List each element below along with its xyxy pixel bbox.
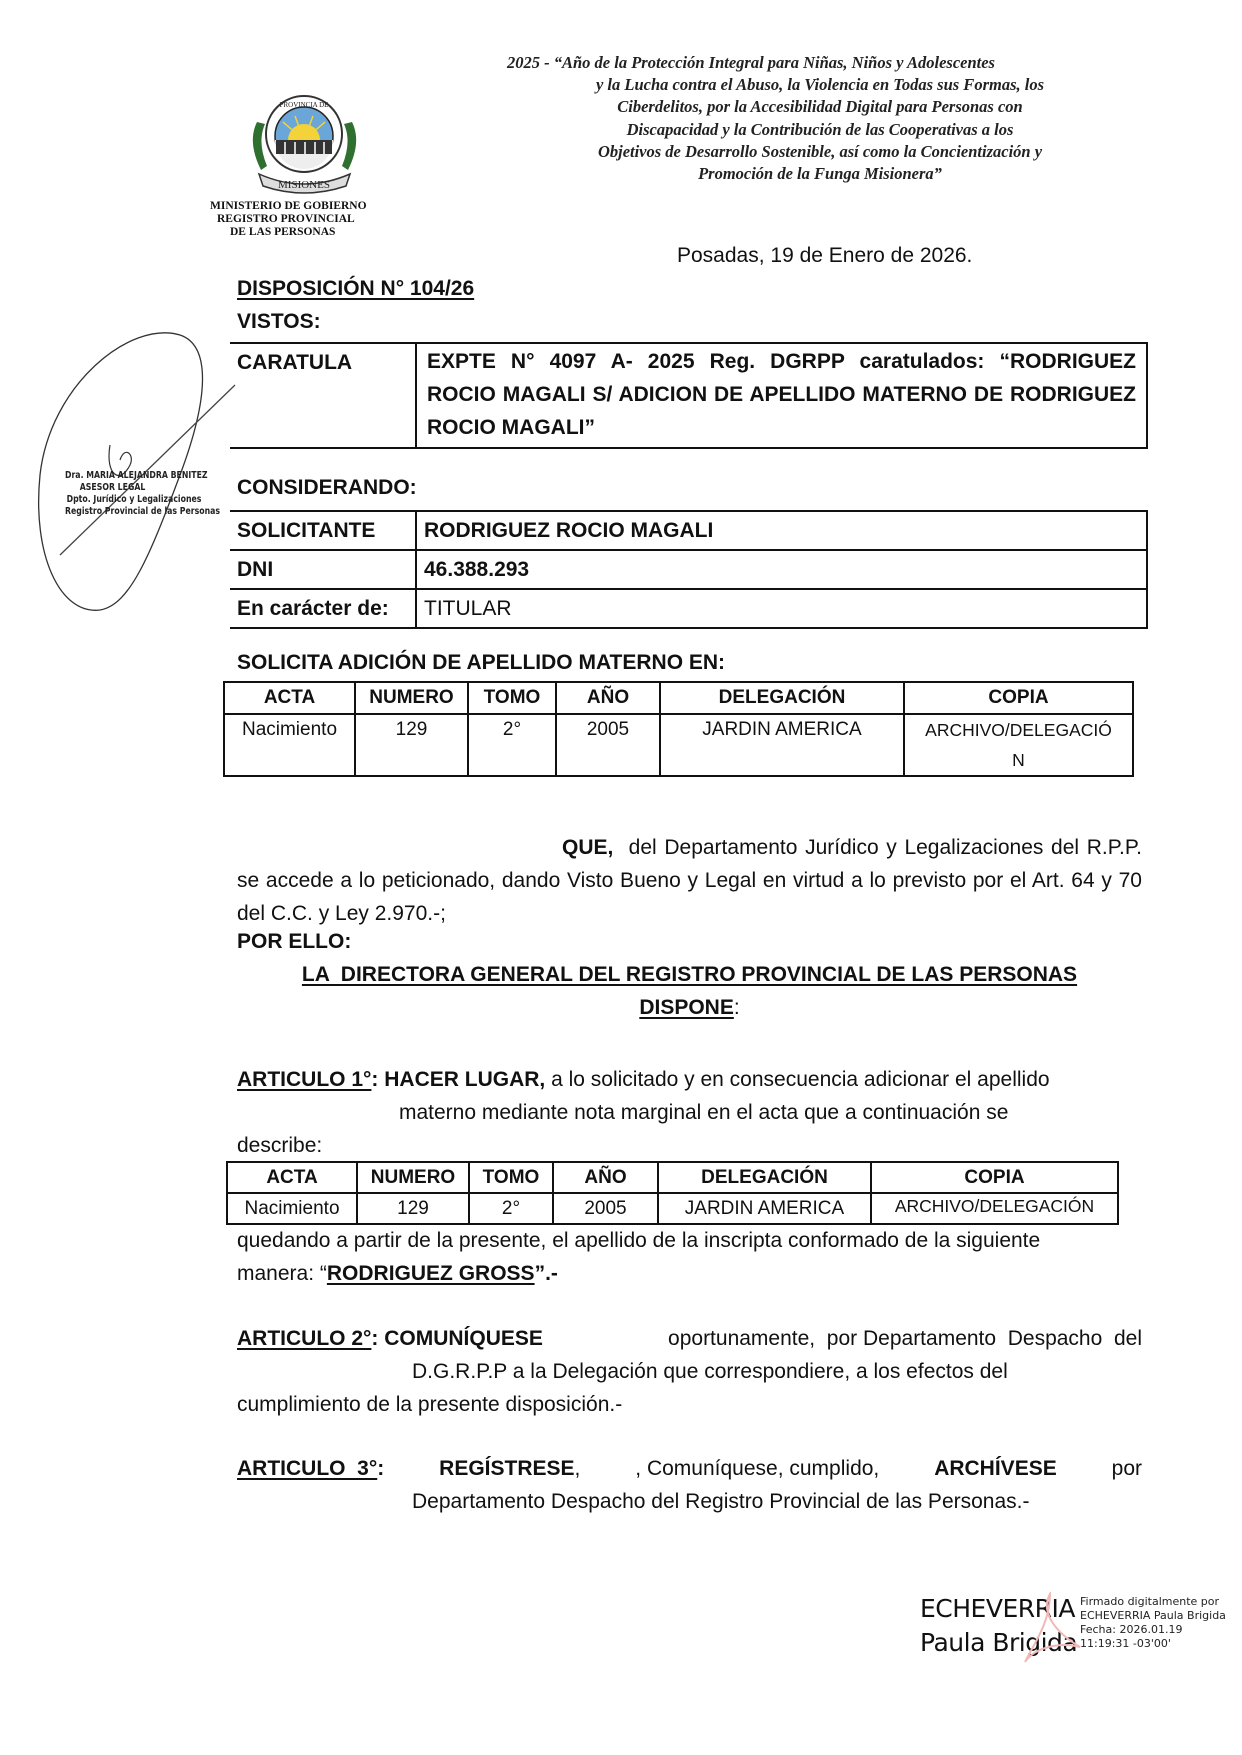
col-delegacion: DELEGACIÓN	[658, 1162, 871, 1193]
article-3-line-2: Departamento Despacho del Registro Provincial de las Personas.-	[412, 1490, 1030, 1513]
svg-text:MISIONES: MISIONES	[278, 179, 330, 191]
dni-value: 46.388.293	[416, 550, 1147, 589]
table-header-row	[227, 1162, 1118, 1193]
caratula-value: EXPTE N° 4097 A- 2025 Reg. DGRPP caratulados: “RODRIGUEZ ROCIO MAGALI S/ ADICION DE APELLIDO MATERNO DE RODRIGUEZ ROCIO MAGALI”	[416, 343, 1147, 448]
motto-line: Discapacidad y la Contribución de las Cooperativas a los	[626, 119, 1014, 139]
col-anio: AÑO	[553, 1162, 658, 1193]
col-copia: COPIA	[904, 682, 1133, 714]
signed-by-name: ECHEVERRIA Paula Brigida	[1080, 1609, 1226, 1622]
article-2-line-3: cumplimiento de la presente disposición.-	[237, 1393, 623, 1416]
capacity-row	[230, 589, 1147, 628]
que-lead: QUE,	[562, 836, 614, 859]
authority-title: LA DIRECTORA GENERAL DEL REGISTRO PROVINCIAL DE LAS PERSONAS	[301, 963, 1078, 986]
dispone-word: DISPONE	[639, 996, 734, 1019]
cell-acta: Nacimiento	[227, 1193, 357, 1224]
col-numero: NUMERO	[357, 1162, 469, 1193]
signature-time: 11:19:31 -03'00'	[1080, 1637, 1171, 1650]
advisor-department: Dpto. Jurídico y Legalizaciones	[66, 494, 202, 505]
signature-date: Fecha: 2026.01.19	[1080, 1623, 1183, 1636]
capacity-value: TITULAR	[416, 589, 1147, 628]
article-1-line-3: describe:	[237, 1134, 323, 1157]
solicita-heading: SOLICITA ADICIÓN DE APELLIDO MATERNO EN:	[237, 651, 726, 674]
dispone-colon: :	[733, 996, 740, 1019]
result-line-2	[237, 1257, 1142, 1290]
request-acta-table	[223, 681, 1134, 777]
cell-numero: 129	[355, 714, 468, 776]
article-3-label: ARTICULO 3°	[237, 1457, 378, 1480]
result-line-1: quedando a partir de la presente, el apellido de la inscripta conformado de la siguiente	[237, 1229, 1041, 1252]
article-1-line-1: ARTICULO 1°: HACER LUGAR, a lo solicitado y en consecuencia adicionar el apellido	[237, 1068, 1050, 1091]
signed-by-label: Firmado digitalmente por	[1080, 1595, 1220, 1608]
disposition-title: DISPOSICIÓN N° 104/26	[237, 277, 475, 300]
document-date: Posadas, 19 de Enero de 2026.	[677, 244, 973, 267]
article-2-text: oportunamente, por Departamento Despacho del	[668, 1327, 1142, 1350]
dni-label: DNI	[230, 550, 416, 589]
article-1	[237, 1063, 1142, 1162]
caratula-table	[230, 342, 1148, 449]
motto-line: 2025 - “Año de la Protección Integral para Niñas, Niños y Adolescentes	[507, 53, 995, 72]
legal-advisor-stamp	[65, 470, 225, 518]
applicant-table	[230, 510, 1148, 629]
article-3-line-1: ARTICULO 3°: REGÍSTRESE, , Comuníquese, cumplido, ARCHÍVESE por	[237, 1452, 1142, 1485]
signer-given-names: Paula Brigida	[920, 1628, 1078, 1657]
cell-delegacion: JARDIN AMERICA	[658, 1193, 871, 1224]
table-row	[224, 714, 1133, 776]
motto-line: Objetivos de Desarrollo Sostenible, así como la Concientización y	[597, 141, 1043, 161]
article-3	[237, 1452, 1142, 1518]
cell-acta: Nacimiento	[224, 714, 355, 776]
registry-line: REGISTRO PROVINCIAL	[217, 213, 355, 225]
article-2-action: COMUNÍQUESE	[384, 1327, 543, 1350]
article-3-action-1: REGÍSTRESE	[439, 1457, 575, 1480]
digital-signature	[920, 1592, 1226, 1660]
solicitante-value: RODRIGUEZ ROCIO MAGALI	[416, 511, 1147, 550]
cell-delegacion: JARDIN AMERICA	[660, 714, 904, 776]
article-2	[237, 1322, 1142, 1421]
advisor-title: ASESOR LEGAL	[79, 482, 146, 493]
advisor-registry: Registro Provincial de las Personas	[65, 506, 221, 517]
article-1-result	[237, 1224, 1142, 1290]
cell-numero: 129	[357, 1193, 469, 1224]
considerando-heading: CONSIDERANDO:	[237, 476, 417, 499]
dispone-line	[237, 996, 1142, 1020]
article-2-label: ARTICULO 2°	[237, 1327, 372, 1350]
article-acta-table	[226, 1161, 1119, 1225]
authority-line	[237, 963, 1142, 987]
dni-row	[230, 550, 1147, 589]
col-numero: NUMERO	[355, 682, 468, 714]
col-acta: ACTA	[224, 682, 355, 714]
capacity-label	[230, 589, 416, 628]
que-paragraph	[237, 831, 1142, 930]
cell-copia: ARCHIVO/DELEGACIÓN	[904, 714, 1133, 776]
motto-line: Promoción de la Funga Misionera”	[698, 164, 942, 184]
que-text: del Departamento Jurídico y Legalizaciones del R.P.P. se accede a lo peticionado, dando Visto Bueno y Legal en virtud a lo previsto por el Art. 64 y 70 del C.C. y Ley 2.970.-;	[237, 836, 1142, 925]
persons-line: DE LAS PERSONAS	[230, 226, 336, 238]
article-3-end: por	[1111, 1457, 1142, 1480]
article-1-line-2: materno mediante nota marginal en el acta que a continuación se	[399, 1101, 1009, 1124]
signature-metadata	[1080, 1595, 1240, 1651]
por-ello-heading: POR ELLO:	[237, 930, 352, 953]
signer-surname: ECHEVERRIA	[920, 1594, 1075, 1623]
province-crest-icon	[243, 82, 366, 196]
vistos-heading: VISTOS:	[237, 310, 321, 333]
ministry-line: MINISTERIO DE GOBIERNO	[210, 200, 367, 212]
article-3-mid: , Comuníquese, cumplido,	[635, 1457, 880, 1480]
year-motto	[505, 52, 1135, 185]
motto-line: Ciberdelitos, por la Accesibilidad Digital para Personas con	[617, 97, 1023, 117]
col-tomo: TOMO	[469, 1162, 553, 1193]
applicant-row	[230, 511, 1147, 550]
article-1-action: HACER LUGAR,	[384, 1068, 546, 1091]
cell-copia: ARCHIVO/DELEGACIÓN	[871, 1193, 1118, 1224]
cell-anio: 2005	[556, 714, 660, 776]
article-2-line-2: D.G.R.P.P a la Delegación que correspondiere, a los efectos del	[412, 1360, 1008, 1383]
col-anio: AÑO	[556, 682, 660, 714]
quote-open: manera: “	[237, 1262, 327, 1285]
cell-anio: 2005	[553, 1193, 658, 1224]
article-3-action-2: ARCHÍVESE	[934, 1457, 1057, 1480]
advisor-name: Dra. MARIA ALEJANDRA BENITEZ	[65, 470, 208, 481]
cell-tomo: 2°	[469, 1193, 553, 1224]
motto-line: y la Lucha contra el Abuso, la Violencia en Todas sus Formas, los	[595, 75, 1044, 95]
table-header-row	[224, 682, 1133, 714]
cell-tomo: 2°	[468, 714, 556, 776]
caratula-label: CARATULA	[230, 343, 416, 448]
capacity-label-text: En carácter de:	[237, 597, 389, 620]
col-acta: ACTA	[227, 1162, 357, 1193]
table-row	[227, 1193, 1118, 1224]
quote-close: ”.-	[534, 1262, 558, 1285]
article-2-line-1: ARTICULO 2°: COMUNÍQUESE oportunamente, por Departamento Despacho del	[237, 1322, 1142, 1355]
new-surname: RODRIGUEZ GROSS	[326, 1262, 535, 1285]
col-tomo: TOMO	[468, 682, 556, 714]
col-delegacion: DELEGACIÓN	[660, 682, 904, 714]
ministry-header	[210, 200, 400, 239]
col-copia: COPIA	[871, 1162, 1118, 1193]
article-1-label: ARTICULO 1°	[237, 1068, 372, 1091]
caratula-row	[230, 343, 1147, 448]
article-1-text: a lo solicitado y en consecuencia adicionar el apellido	[545, 1068, 1050, 1091]
solicitante-label: SOLICITANTE	[230, 511, 416, 550]
svg-text:PROVINCIA DE: PROVINCIA DE	[279, 101, 329, 109]
